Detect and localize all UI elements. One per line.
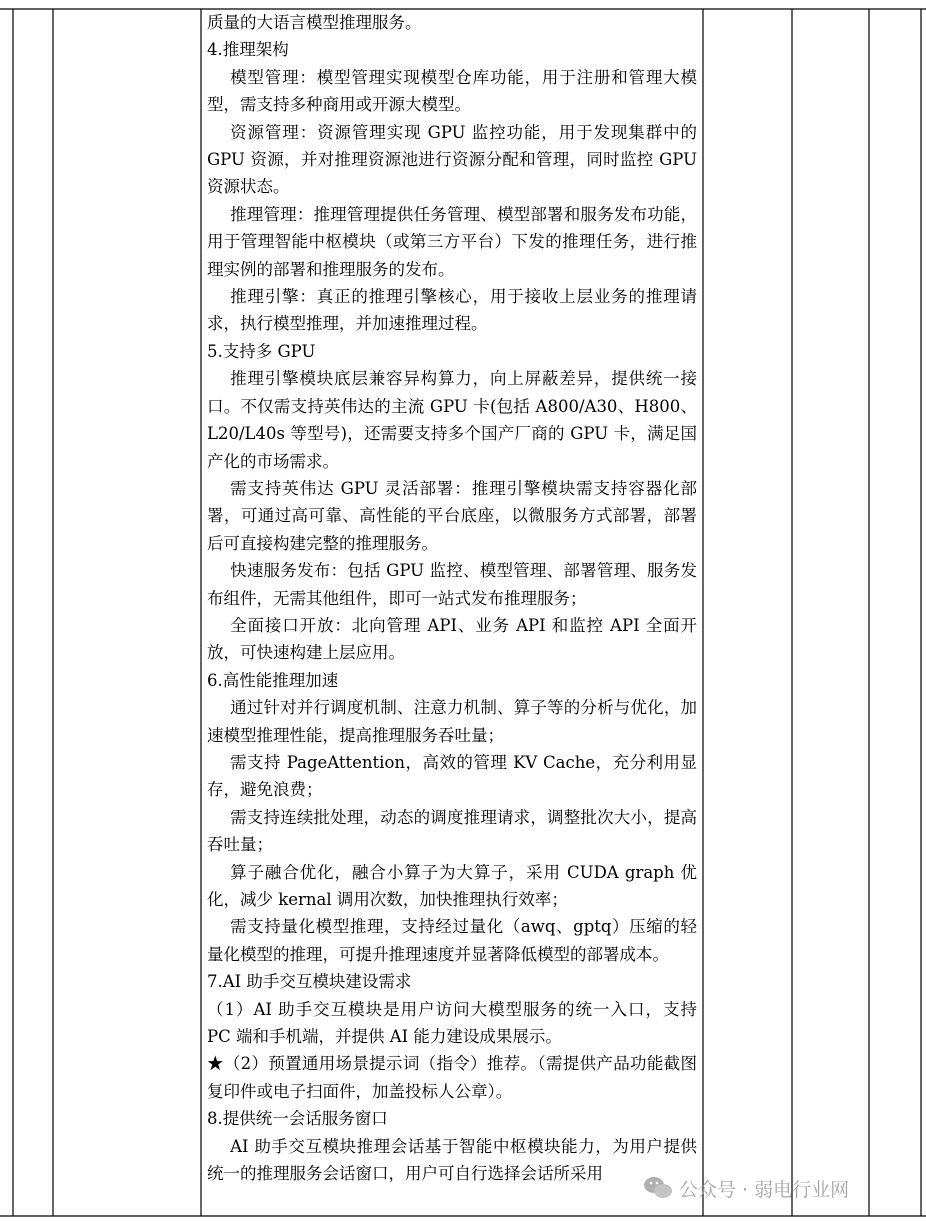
paragraph: 推理管理：推理管理提供任务管理、模型部署和服务发布功能，用于管理智能中枢模块（或第三方平台）下发的推理任务，进行推理实例的部署和推理服务的发布。 — [207, 204, 697, 279]
paragraph: 5.支持多 GPU — [207, 341, 316, 361]
paragraph: 4.推理架构 — [207, 40, 289, 60]
paragraph: 模型管理：模型管理实现模型仓库功能，用于注册和管理大模型，需支持多种商用或开源大模型。 — [207, 67, 697, 115]
paragraph: 7.AI 助手交互模块建设需求 — [207, 972, 412, 992]
paragraph: 需支持英伟达 GPU 灵活部署：推理引擎模块需支持容器化部署，可通过高可靠、高性能的平台底座，以微服务方式部署，部署后可直接构建完整的推理服务。 — [207, 478, 697, 553]
paragraph: 推理引擎：真正的推理引擎核心，用于接收上层业务的推理请求，执行模型推理，并加速推理过程。 — [207, 287, 697, 334]
watermark-text: 公众号 · 弱电行业网 — [679, 1178, 850, 1201]
wechat-icon — [643, 1175, 673, 1201]
paragraph: ★（2）预置通用场景提示词（指令）推荐。（需提供产品功能截图复印件或电子扫面件，加盖投标人公章）。 — [207, 1054, 697, 1101]
paragraph: 质量的大语言模型推理服务。 — [207, 13, 422, 32]
paragraph: 快速服务发布：包括 GPU 监控、模型管理、部署管理、服务发布组件，无需其他组件，即可一站式发布推理服务； — [207, 561, 697, 608]
description-cell — [207, 9, 703, 1187]
paragraph: 推理引擎模块底层兼容异构算力，向上屏蔽差异，提供统一接口。不仅需支持英伟达的主流 GPU 卡(包括 A800/A30、H800、L20/L40s 等型号)，还需要支持多个国产厂商的 GPU 卡，满足国产化的市场需求。 — [207, 369, 697, 471]
paragraph: 通过针对并行调度机制、注意力机制、算子等的分析与优化，加速模型推理性能，提高推理服务吞吐量； — [207, 698, 697, 745]
paragraph: 6.高性能推理加速 — [207, 670, 339, 690]
paragraph: 需支持 PageAttention，高效的管理 KV Cache，充分利用显存，避免浪费； — [207, 752, 697, 800]
watermark — [643, 1168, 903, 1208]
paragraph: 算子融合优化，融合小算子为大算子，采用 CUDA graph 优化，减少 kernal 调用次数，加快推理执行效率； — [207, 862, 697, 909]
paragraph: 全面接口开放：北向管理 API、业务 API 和监控 API 全面开放，可快速构建上层应用。 — [207, 615, 697, 663]
paragraph: （1）AI 助手交互模块是用户访问大模型服务的统一入口，支持 PC 端和手机端，并提供 AI 能力建设成果展示。 — [207, 999, 703, 1047]
paragraph: 资源管理：资源管理实现 GPU 监控功能，用于发现集群中的 GPU 资源，并对推理资源池进行资源分配和管理，同时监控 GPU 资源状态。 — [207, 122, 703, 197]
paragraph: 8.提供统一会话服务窗口 — [207, 1109, 388, 1129]
paragraph: 需支持量化模型推理，支持经过量化（awq、gptq）压缩的轻量化模型的推理，可提升推理速度并显著降低模型的部署成本。 — [207, 917, 697, 964]
paragraph: AI 助手交互模块推理会话基于智能中枢模块能力，为用户提供统一的推理服务会话窗口，用户可自行选择会话所采用 — [207, 1136, 697, 1184]
paragraph: 需支持连续批处理，动态的调度推理请求，调整批次大小，提高吞吐量； — [207, 807, 697, 855]
